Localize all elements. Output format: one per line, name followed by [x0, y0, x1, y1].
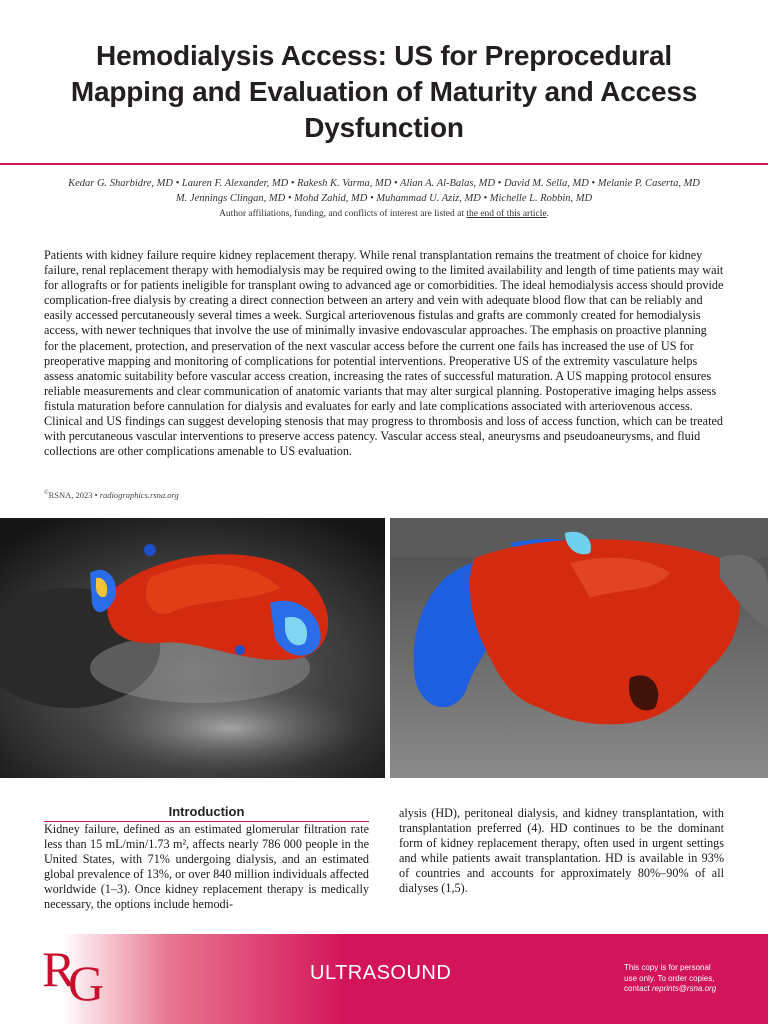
author-line-1: Kedar G. Sharbidre, MD • Lauren F. Alexander, MD • Rakesh K. Varma, MD • Alian A. Al-Balas, MD • David M. Sella, MD • Melanie P. Caserta, MD — [68, 178, 700, 189]
copyright-mark: © — [44, 490, 49, 497]
logo-letter-g: G — [68, 955, 105, 1011]
introduction-heading: Introduction — [168, 804, 245, 819]
affiliation-link[interactable]: the end of this article — [466, 209, 547, 219]
abstract: Patients with kidney failure require kidney replacement therapy. While renal transplantation remains the treatment of choice for kidney failure, renal replacement therapy with hemodialysis may be required owing to the limited availability and length of time patients may wait for allografts or for patients ineligible for transplant owing to advanced age or comorbidities. The ideal hemodialysis access should provide complication-free dialysis by creating a direct connection between an artery and vein with adequate blood flow that can be reliably and easily accessed percutaneously several times a week. Surgical arteriovenous fistulas and grafts are commonly created for hemodialysis access, with newer techniques that involve the use of minimally invasive endovascular approaches. The emphasis on proactive planning for the placement, protection, and preservation of the next vascular access before the current one fails has increased the use of US for preoperative mapping and monitoring of complications for potential interventions. Preoperative US of the extremity vasculature helps assess anatomic suitability before vascular access creation, increasing the rates of successful maturation. A US mapping protocol ensures reliable measurements and clear communication of anatomic variants that may alter surgical planning. Postoperative imaging helps assess fistula maturation before cannulation for dialysis and evaluates for early and late complications associated with arteriovenous access. Clinical and US findings can suggest developing stenosis that may progress to thrombosis and loss of access function, which can be treated with percutaneous vascular interventions to preserve access patency. Vascular access steal, aneurysms and pseudoaneurysms, and fluid collections are other complications amenable to US evaluation. — [44, 248, 724, 459]
section-label: ULTRASOUND — [310, 962, 452, 984]
radiographics-logo — [42, 941, 114, 1011]
title-divider — [0, 163, 768, 165]
logo-letter-r: R — [42, 941, 76, 997]
introduction-left-column: Kidney failure, defined as an estimated glomerular filtration rate less than 15 mL/min/1.73 m², affects nearly 786 000 people in the United States, with 71% undergoing dialysis, and an estimated global prevalence of 13%, or over 840 million individuals affected worldwide (1–3). Once kidney replacement therapy is medically necessary, the options include hemodi- — [44, 822, 369, 912]
reprint-note-line-2: use only. To order copies, — [624, 973, 715, 983]
reprint-contact-prefix: contact — [624, 984, 653, 993]
affiliation-text: Author affiliations, funding, and conflicts of interest are listed at — [219, 209, 467, 219]
doppler-ultrasound-image-right — [390, 518, 768, 778]
introduction-right-column: alysis (HD), peritoneal dialysis, and kidney transplantation, with transplantation preferred (4). HD continues to be the dominant form of kidney replacement therapy, often used in urgent settings and while patients await transplantation. HD is available in 93% of countries and accounts for approximately 80%–90% of all dialyses (1,5). — [399, 806, 724, 896]
doppler-ultrasound-image-left — [0, 518, 385, 778]
affiliation-note — [50, 209, 718, 219]
reprint-note-line-1: This copy is for personal — [624, 963, 711, 972]
article-title: Hemodialysis Access: US for Preprocedural Mapping and Evaluation of Maturity and Access Dysfunction — [70, 40, 698, 143]
journal-website-link[interactable]: radiographics.rsna.org — [99, 490, 179, 500]
reprint-note — [624, 963, 734, 995]
reprint-email-link[interactable]: reprints@rsna.org — [652, 984, 717, 993]
author-line-2: M. Jennings Clingan, MD • Mohd Zahid, MD • Muhammad U. Aziz, MD • Michelle L. Robbin, MD — [175, 193, 593, 204]
copyright-text: RSNA, 2023 • — [48, 490, 100, 500]
reprint-note-line-3 — [624, 984, 734, 995]
copyright-line — [44, 490, 179, 500]
author-list — [50, 176, 718, 206]
affiliation-end: . — [546, 209, 549, 219]
